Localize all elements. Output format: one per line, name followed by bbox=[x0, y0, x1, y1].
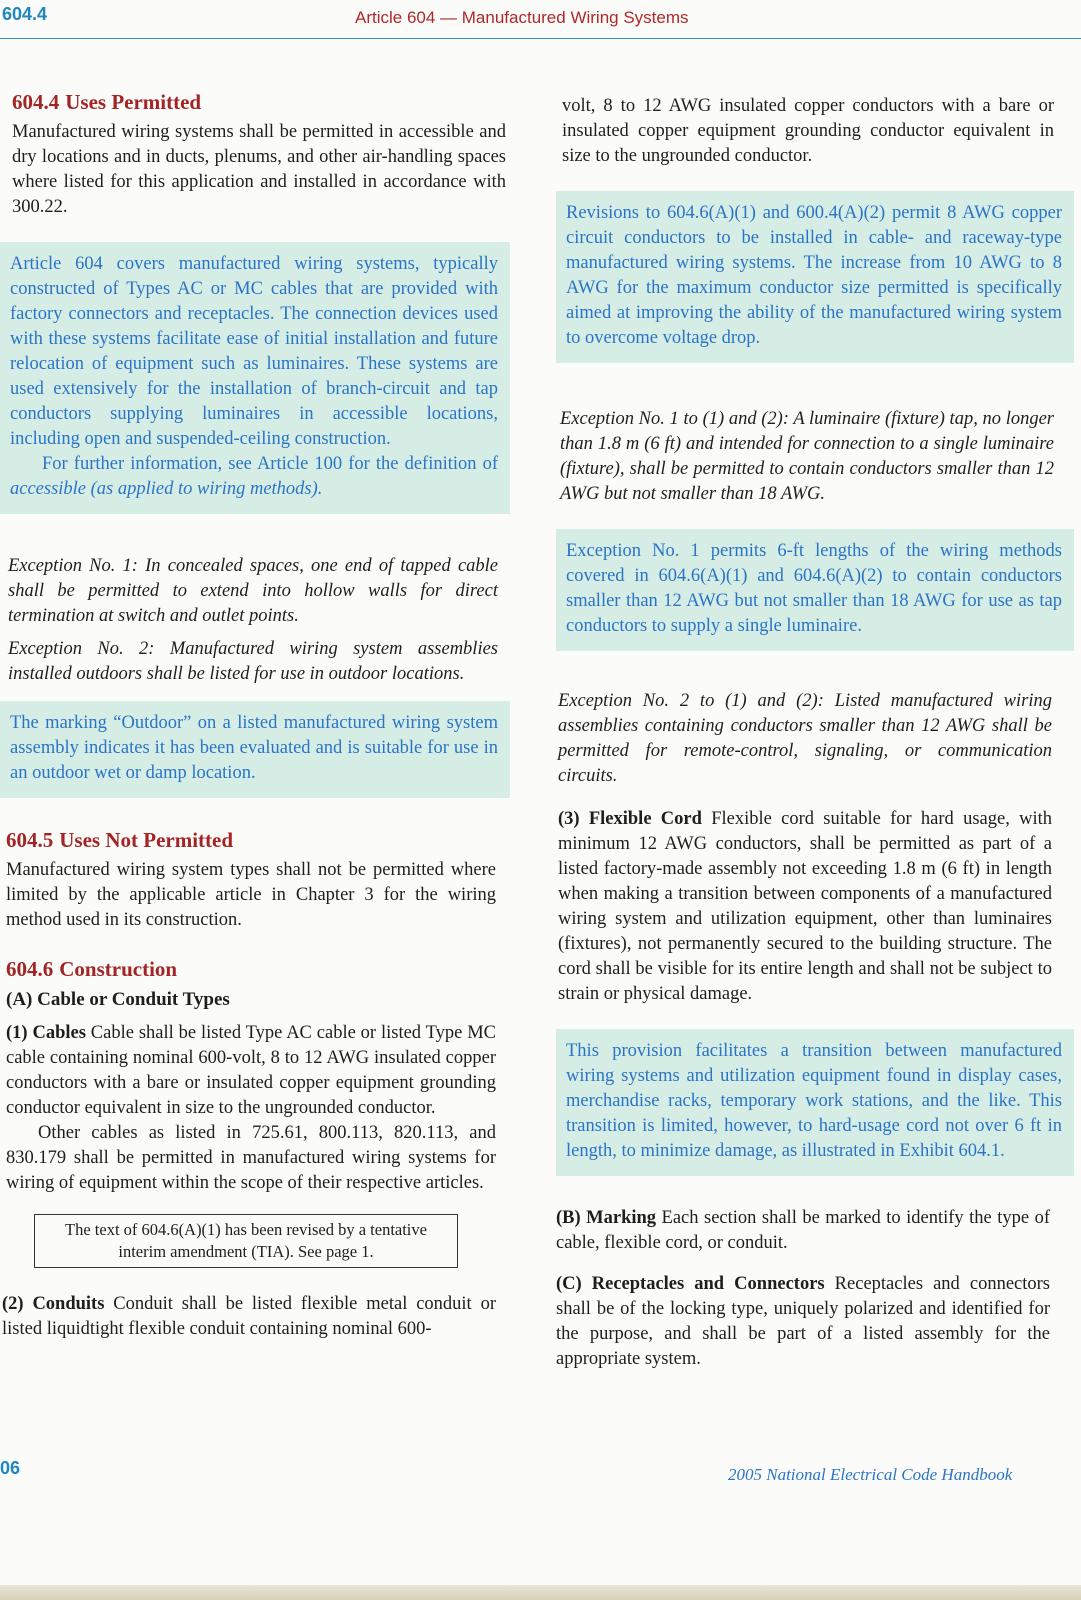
header-section-number: 604.4 bbox=[2, 4, 48, 24]
section-title: Uses Not Permitted bbox=[59, 828, 234, 852]
footer-title: 2005 National Electrical Code Handbook bbox=[728, 1465, 1013, 1484]
commentary-note-article-604 bbox=[0, 242, 510, 514]
marking-label: (B) Marking bbox=[556, 1208, 657, 1228]
page-header bbox=[0, 0, 1081, 39]
commentary-note-outdoor bbox=[0, 701, 510, 798]
page-number: 06 bbox=[0, 1458, 21, 1478]
tia-notice-box: The text of 604.6(A)(1) has been revised by a tentative interim amendment (TIA). See page 1. bbox=[34, 1214, 458, 1268]
note-paragraph: Revisions to 604.6(A)(1) and 600.4(A)(2) permit 8 AWG copper circuit conductors to be installed in cable- and raceway-type manufactured wiring systems. The increase from 10 AWG to 8 AWG for the maximum conductor size permitted is specifically aimed at improving the ability of the manufactured wiring system to overcome voltage drop. bbox=[566, 203, 1062, 348]
marking-text: Each section shall be marked to identify the type of cable, flexible cord, or conduit. bbox=[556, 1208, 1050, 1253]
conduits-paragraph bbox=[2, 1292, 496, 1342]
continued-text: volt, 8 to 12 AWG insulated copper conductors with a bare or insulated copper equipment grounding conductor equivalent in size to the ungrounded conductor. bbox=[562, 96, 1054, 166]
cables-paragraph bbox=[6, 1021, 496, 1121]
note-text: For further information, see Article 100 for the definition of bbox=[42, 454, 498, 474]
exception-2: Exception No. 2: Manufactured wiring system assemblies installed outdoors shall be listed for use in outdoor locations. bbox=[8, 639, 498, 684]
section-604-4-heading bbox=[12, 88, 506, 116]
note-italic-term: accessible (as applied to wiring methods). bbox=[10, 479, 323, 499]
commentary-note-exception-1 bbox=[556, 529, 1074, 651]
section-number: 604.4 bbox=[12, 90, 60, 114]
section-number: 604.6 bbox=[6, 957, 54, 981]
flexible-cord-paragraph bbox=[558, 807, 1052, 1007]
flexible-cord-label: (3) Flexible Cord bbox=[558, 809, 702, 829]
exception-1-to-1-and-2: Exception No. 1 to (1) and (2): A luminaire (fixture) tap, no longer than 1.8 m (6 ft) and intended for connection to a single luminaire (fixture), shall be permitted to contain conductors smaller than 12 AWG but not smaller than 18 AWG. bbox=[560, 409, 1054, 504]
header-title: Article 604 — Manufactured Wiring Systems bbox=[355, 8, 689, 27]
section-title: Construction bbox=[59, 957, 178, 981]
right-column bbox=[556, 86, 1078, 1372]
marking-paragraph bbox=[556, 1206, 1050, 1256]
note-paragraph: The marking “Outdoor” on a listed manufactured wiring system assembly indicates it has been evaluated and is suitable for use in an outdoor wet or damp location. bbox=[10, 713, 498, 783]
receptacles-label: (C) Receptacles and Connectors bbox=[556, 1274, 825, 1294]
page-edge bbox=[0, 1585, 1081, 1600]
section-604-6-heading bbox=[6, 955, 496, 983]
commentary-note-revisions bbox=[556, 191, 1074, 363]
flexible-cord-text: Flexible cord suitable for hard usage, with minimum 12 AWG conductors, shall be permitted as part of a listed factory-made assembly not exceeding 1.8 m (6 ft) in length when making a transition between components of a manufactured wiring system and utilization equipment, other than luminaires (fixtures), not permanently secured to the building structure. The cord shall be visible for its entire length and shall not be subject to strain or physical damage. bbox=[558, 809, 1052, 1004]
note-paragraph: Exception No. 1 permits 6-ft lengths of the wiring methods covered in 604.6(A)(1) and 604.6(A)(2) to contain conductors smaller than 12 AWG but not smaller than 18 AWG for use as tap conductors to supply a single luminaire. bbox=[566, 541, 1062, 636]
left-column bbox=[0, 86, 520, 1342]
conduits-text: Conduit shall be listed flexible metal conduit or listed liquidtight flexible conduit containing nominal 600- bbox=[2, 1294, 496, 1339]
other-cables-paragraph: Other cables as listed in 725.61, 800.113, 820.113, and 830.179 shall be permitted in manufactured wiring systems for wiring of equipment within the scope of their respective articles. bbox=[6, 1123, 496, 1193]
note-paragraph: This provision facilitates a transition between manufactured wiring systems and utilization equipment found in display cases, merchandise racks, temporary work stations, and the like. This transition is limited, however, to hard-usage cord not over 6 ft in length, to minimize damage, as illustrated in Exhibit 604.1. bbox=[566, 1041, 1062, 1161]
note-paragraph bbox=[10, 452, 498, 502]
cables-text: Cable shall be listed Type AC cable or listed Type MC cable containing nominal 600-volt, 8 to 12 AWG insulated copper conductors with a bare or insulated copper equipment grounding conductor equivalent in size to the ungrounded conductor. bbox=[6, 1023, 496, 1118]
exception-2-to-1-and-2: Exception No. 2 to (1) and (2): Listed manufactured wiring assemblies containing conductors smaller than 12 AWG shall be permitted for remote-control, signaling, or communication circuits. bbox=[558, 691, 1052, 786]
cables-label: (1) Cables bbox=[6, 1023, 86, 1043]
commentary-note-transition bbox=[556, 1029, 1074, 1176]
subsection-a-heading: (A) Cable or Conduit Types bbox=[6, 989, 230, 1010]
section-604-4-text: Manufactured wiring systems shall be permitted in accessible and dry locations and in ducts, plenums, and other air-handling spaces where listed for this application and installed in accordance with 300.22. bbox=[12, 122, 506, 217]
section-title: Uses Permitted bbox=[65, 90, 202, 114]
section-604-5-text: Manufactured wiring system types shall not be permitted where limited by the applicable article in Chapter 3 for the wiring method used in its construction. bbox=[6, 860, 496, 930]
exception-1: Exception No. 1: In concealed spaces, one end of tapped cable shall be permitted to extend into hollow walls for direct termination at switch and outlet points. bbox=[8, 556, 498, 626]
receptacles-paragraph bbox=[556, 1272, 1050, 1372]
receptacles-text: Receptacles and connectors shall be of the locking type, uniquely polarized and identified for the purpose, and shall be part of a listed assembly for the appropriate system. bbox=[556, 1274, 1050, 1369]
note-paragraph: Article 604 covers manufactured wiring systems, typically constructed of Types AC or MC cables that are provided with factory connectors and receptacles. The connection devices used with these systems facilitate ease of initial installation and future relocation of equipment such as luminaires. These systems are used extensively for the installation of branch-circuit and tap conductors supplying luminaires in accessible locations, including open and suspended-ceiling construction. bbox=[10, 254, 498, 449]
section-number: 604.5 bbox=[6, 828, 54, 852]
conduits-label: (2) Conduits bbox=[2, 1294, 105, 1314]
section-604-5-heading bbox=[6, 826, 496, 854]
